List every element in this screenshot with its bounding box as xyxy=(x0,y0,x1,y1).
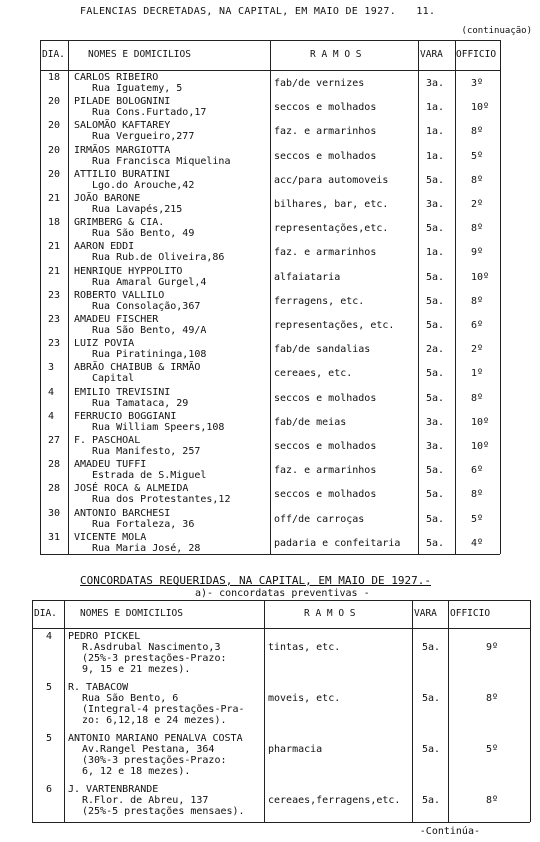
column-rule xyxy=(530,600,531,822)
header-officio: OFFICIO xyxy=(450,608,491,619)
row-vara: 5a. xyxy=(426,513,445,525)
table-bottom-rule xyxy=(40,554,500,555)
row-dia: 28 xyxy=(48,483,61,495)
row-ramo: moveis, etc. xyxy=(268,693,341,704)
row-officio: 6º xyxy=(471,320,484,331)
row-dia: 20 xyxy=(48,144,61,156)
row-ramo: fab/de vernizes xyxy=(274,78,365,89)
row-ramo: representações,etc. xyxy=(274,223,389,235)
title-text: FALENCIAS DECRETADAS, NA CAPITAL, EM MAIO DE 1927. xyxy=(80,6,397,17)
row-name: R. TABACOW xyxy=(68,682,129,693)
row-vara: 5a. xyxy=(426,174,445,186)
row-officio: 10º xyxy=(471,441,490,452)
row-officio: 3º xyxy=(471,78,484,89)
row-officio: 5º xyxy=(471,513,484,525)
row-officio: 4º xyxy=(471,537,484,549)
row-dia: 30 xyxy=(48,507,61,519)
row-vara: 5a. xyxy=(426,465,445,477)
row-address: Lgo.do Arouche,42 xyxy=(92,179,195,191)
row-address: Rua Fortaleza, 36 xyxy=(92,518,195,530)
row-vara: 5a. xyxy=(422,693,441,704)
row-ramo: fab/de sandalias xyxy=(274,344,371,356)
row-ramo: representações, etc. xyxy=(274,320,395,331)
row-name: J. VARTENBRANDE xyxy=(68,784,159,795)
column-rule xyxy=(270,40,271,554)
row-officio: 8º xyxy=(471,392,484,404)
row-name: IRMÃOS MARGIOTTA xyxy=(74,144,171,156)
row-name: SALOMÃO KAFTAREY xyxy=(74,120,171,132)
row-vara: 3a. xyxy=(426,199,445,210)
row-vara: 5a. xyxy=(426,223,445,235)
row-dia: 20 xyxy=(48,120,61,132)
row-address: Capital xyxy=(92,373,135,385)
row-ramo: faz. e armarinhos xyxy=(274,247,377,259)
row-address: Rua São Bento, 49 xyxy=(92,228,195,240)
row-vara: 1a. xyxy=(426,247,445,259)
row-officio: 8º xyxy=(471,174,484,186)
row-ramo: seccos e molhados xyxy=(274,392,377,404)
row-ramo: acc/para automoveis xyxy=(274,174,389,186)
row-detail: 6, 12 e 18 mezes). xyxy=(82,766,191,777)
row-ramo: cereaes, etc. xyxy=(274,368,353,380)
row-vara: 1a. xyxy=(426,126,445,138)
row-vara: 1a. xyxy=(426,102,445,114)
row-name: LUIZ POVIA xyxy=(74,338,135,350)
column-rule xyxy=(412,600,413,822)
row-officio: 9º xyxy=(471,247,484,259)
row-address: Rua Cons.Furtado,17 xyxy=(92,107,207,119)
header-vara: VARA xyxy=(414,608,437,619)
row-vara: 5a. xyxy=(426,295,445,307)
row-name: ANTONIO MARIANO PENALVA COSTA xyxy=(68,733,243,744)
row-ramo: fab/de meias xyxy=(274,416,347,428)
row-name: ROBERTO VALLILO xyxy=(74,289,165,301)
row-detail: 9, 15 e 21 mezes). xyxy=(82,664,191,675)
column-rule xyxy=(64,600,65,822)
row-name: ABRÃO CHAIBUB & IRMÃO xyxy=(74,362,201,374)
row-officio: 8º xyxy=(471,489,484,501)
table2-bottom-rule xyxy=(32,822,530,823)
row-address: Rua Iguatemy, 5 xyxy=(92,83,183,94)
row-detail: (30%-3 prestações-Prazo: xyxy=(82,755,227,766)
row-address: Estrada de S.Miguel xyxy=(92,470,207,482)
row-officio: 6º xyxy=(471,465,484,477)
header-dia: DIA. xyxy=(42,49,65,60)
column-rule xyxy=(264,600,265,822)
row-address: Rua Lavapés,215 xyxy=(92,204,183,215)
row-officio: 2º xyxy=(471,199,484,210)
header-nomes: NOMES E DOMICILIOS xyxy=(88,49,191,60)
row-dia: 4 xyxy=(48,410,55,422)
row-ramo: seccos e molhados xyxy=(274,489,377,501)
row-name: AARON EDDI xyxy=(74,241,135,253)
row-detail: Av.Rangel Pestana, 364 xyxy=(82,744,215,755)
row-name: FERRUCIO BOGGIANI xyxy=(74,410,177,422)
row-name: ANTONIO BARCHESI xyxy=(74,507,171,519)
row-ramo: pharmacia xyxy=(268,744,323,755)
row-dia: 18 xyxy=(48,72,61,83)
row-name: JOÃO BARONE xyxy=(74,193,141,204)
header-ramos: R A M O S xyxy=(304,608,356,619)
row-ramo: seccos e molhados xyxy=(274,102,377,114)
row-address: Rua São Bento, 49/A xyxy=(92,325,207,336)
row-dia: 5 xyxy=(46,733,53,744)
row-detail: Rua São Bento, 6 xyxy=(82,693,179,704)
row-officio: 2º xyxy=(471,344,484,356)
row-address: Rua Consolação,367 xyxy=(92,300,201,312)
row-dia: 6 xyxy=(46,784,53,795)
row-address: Rua Francisca Miquelina xyxy=(92,155,231,167)
row-name: ATTILIO BURATINI xyxy=(74,168,171,180)
header-nomes: NOMES E DOMICILIOS xyxy=(80,608,183,619)
header-vara: VARA xyxy=(420,49,443,60)
row-vara: 3a. xyxy=(426,78,445,89)
row-ramo: seccos e molhados xyxy=(274,441,377,452)
row-dia: 21 xyxy=(48,265,61,277)
row-dia: 28 xyxy=(48,459,61,471)
row-name: CARLOS RIBEIRO xyxy=(74,72,159,83)
row-dia: 4 xyxy=(48,386,55,398)
row-name: PEDRO PICKEL xyxy=(68,631,141,642)
row-vara: 1a. xyxy=(426,150,445,162)
row-name: EMILIO TREVISINI xyxy=(74,386,171,398)
row-officio: 5º xyxy=(486,744,499,755)
row-dia: 23 xyxy=(48,289,61,301)
row-dia: 18 xyxy=(48,217,61,229)
row-dia: 27 xyxy=(48,435,61,446)
column-rule xyxy=(455,40,456,554)
row-name: GRIMBERG & CIA. xyxy=(74,217,165,229)
column-rule xyxy=(32,600,33,822)
row-name: VICENTE MOLA xyxy=(74,531,147,543)
continuation-label: (continuação) xyxy=(461,26,532,36)
row-name: JOSÉ ROCA & ALMEIDA xyxy=(74,483,189,495)
row-ramo: tintas, etc. xyxy=(268,642,341,653)
row-ramo: padaria e confeitaria xyxy=(274,537,401,549)
row-address: Rua William Speers,108 xyxy=(92,421,225,433)
row-vara: 3a. xyxy=(426,441,445,452)
row-officio: 8º xyxy=(471,295,484,307)
row-ramo: off/de carroças xyxy=(274,513,365,525)
column-rule xyxy=(40,40,41,554)
row-vara: 2a. xyxy=(426,344,445,356)
column-rule xyxy=(68,40,69,554)
row-vara: 5a. xyxy=(422,795,441,806)
row-address: Rua Tamataca, 29 xyxy=(92,397,189,409)
header-dia: DIA. xyxy=(34,608,57,619)
row-officio: 9º xyxy=(486,642,499,653)
row-officio: 1º xyxy=(471,368,484,380)
row-dia: 21 xyxy=(48,193,61,204)
row-name: AMADEU FISCHER xyxy=(74,314,159,325)
row-vara: 5a. xyxy=(422,642,441,653)
row-vara: 5a. xyxy=(426,271,445,283)
row-detail: (25%-3 prestações-Prazo: xyxy=(82,653,227,664)
row-detail: (25%-5 prestações mensaes). xyxy=(82,806,245,817)
row-address: Rua Rub.de Oliveira,86 xyxy=(92,252,225,264)
row-name: HENRIQUE HYPPOLITO xyxy=(74,265,183,277)
row-officio: 10º xyxy=(471,271,490,283)
row-officio: 8º xyxy=(471,223,484,235)
table2-header-rule xyxy=(32,628,530,629)
row-vara: 5a. xyxy=(426,320,445,331)
row-dia: 23 xyxy=(48,314,61,325)
row-address: Rua Amaral Gurgel,4 xyxy=(92,276,207,288)
row-address: Rua Vergueiro,277 xyxy=(92,131,195,143)
row-detail: R.Flor. de Abreu, 137 xyxy=(82,795,209,806)
row-officio: 10º xyxy=(471,102,490,114)
page-number: 11. xyxy=(416,6,436,17)
row-vara: 5a. xyxy=(426,537,445,549)
row-detail: (Integral-4 prestações-Pra- xyxy=(82,704,245,715)
row-name: F. PASCHOAL xyxy=(74,435,141,446)
row-name: AMADEU TUFFI xyxy=(74,459,147,471)
row-address: Rua Manifesto, 257 xyxy=(92,446,201,457)
continua-label: -Continúa- xyxy=(419,826,480,837)
row-ramo: bilhares, bar, etc. xyxy=(274,199,389,210)
page-title xyxy=(80,6,435,17)
column-rule xyxy=(500,40,501,554)
row-vara: 5a. xyxy=(426,392,445,404)
row-officio: 10º xyxy=(471,416,490,428)
table2-top-rule xyxy=(32,600,530,601)
row-address: Rua Maria José, 28 xyxy=(92,542,201,554)
row-officio: 8º xyxy=(471,126,484,138)
row-officio: 8º xyxy=(486,795,499,806)
section2-subtitle: a)- concordatas preventivas - xyxy=(195,588,370,599)
column-rule xyxy=(448,600,449,822)
header-ramos: R A M O S xyxy=(310,49,362,60)
header-officio: OFFICIO xyxy=(456,49,497,60)
section2-title: CONCORDATAS REQUERIDAS, NA CAPITAL, EM MAIO DE 1927.- xyxy=(80,574,431,587)
row-dia: 31 xyxy=(48,531,61,543)
row-vara: 5a. xyxy=(426,489,445,501)
row-officio: 8º xyxy=(486,693,499,704)
row-detail: R.Asdrubal Nascimento,3 xyxy=(82,642,221,653)
row-ramo: seccos e molhados xyxy=(274,150,377,162)
row-officio: 5º xyxy=(471,150,484,162)
row-vara: 5a. xyxy=(426,368,445,380)
row-dia: 3 xyxy=(48,362,55,374)
column-rule xyxy=(418,40,419,554)
row-dia: 20 xyxy=(48,96,61,108)
row-detail: zo: 6,12,18 e 24 mezes). xyxy=(82,715,227,726)
row-address: Rua Piratininga,108 xyxy=(92,349,207,361)
row-ramo: alfaiataria xyxy=(274,271,341,283)
row-address: Rua dos Protestantes,12 xyxy=(92,494,231,506)
row-dia: 21 xyxy=(48,241,61,253)
row-ramo: cereaes,ferragens,etc. xyxy=(268,795,401,806)
row-vara: 5a. xyxy=(422,744,441,755)
row-ramo: ferragens, etc. xyxy=(274,295,365,307)
row-dia: 5 xyxy=(46,682,53,693)
row-name: PILADE BOLOGNINI xyxy=(74,96,171,108)
row-vara: 3a. xyxy=(426,416,445,428)
row-dia: 20 xyxy=(48,168,61,180)
row-ramo: faz. e armarinhos xyxy=(274,126,377,138)
row-dia: 23 xyxy=(48,338,61,350)
row-dia: 4 xyxy=(46,631,53,642)
row-ramo: faz. e armarinhos xyxy=(274,465,377,477)
